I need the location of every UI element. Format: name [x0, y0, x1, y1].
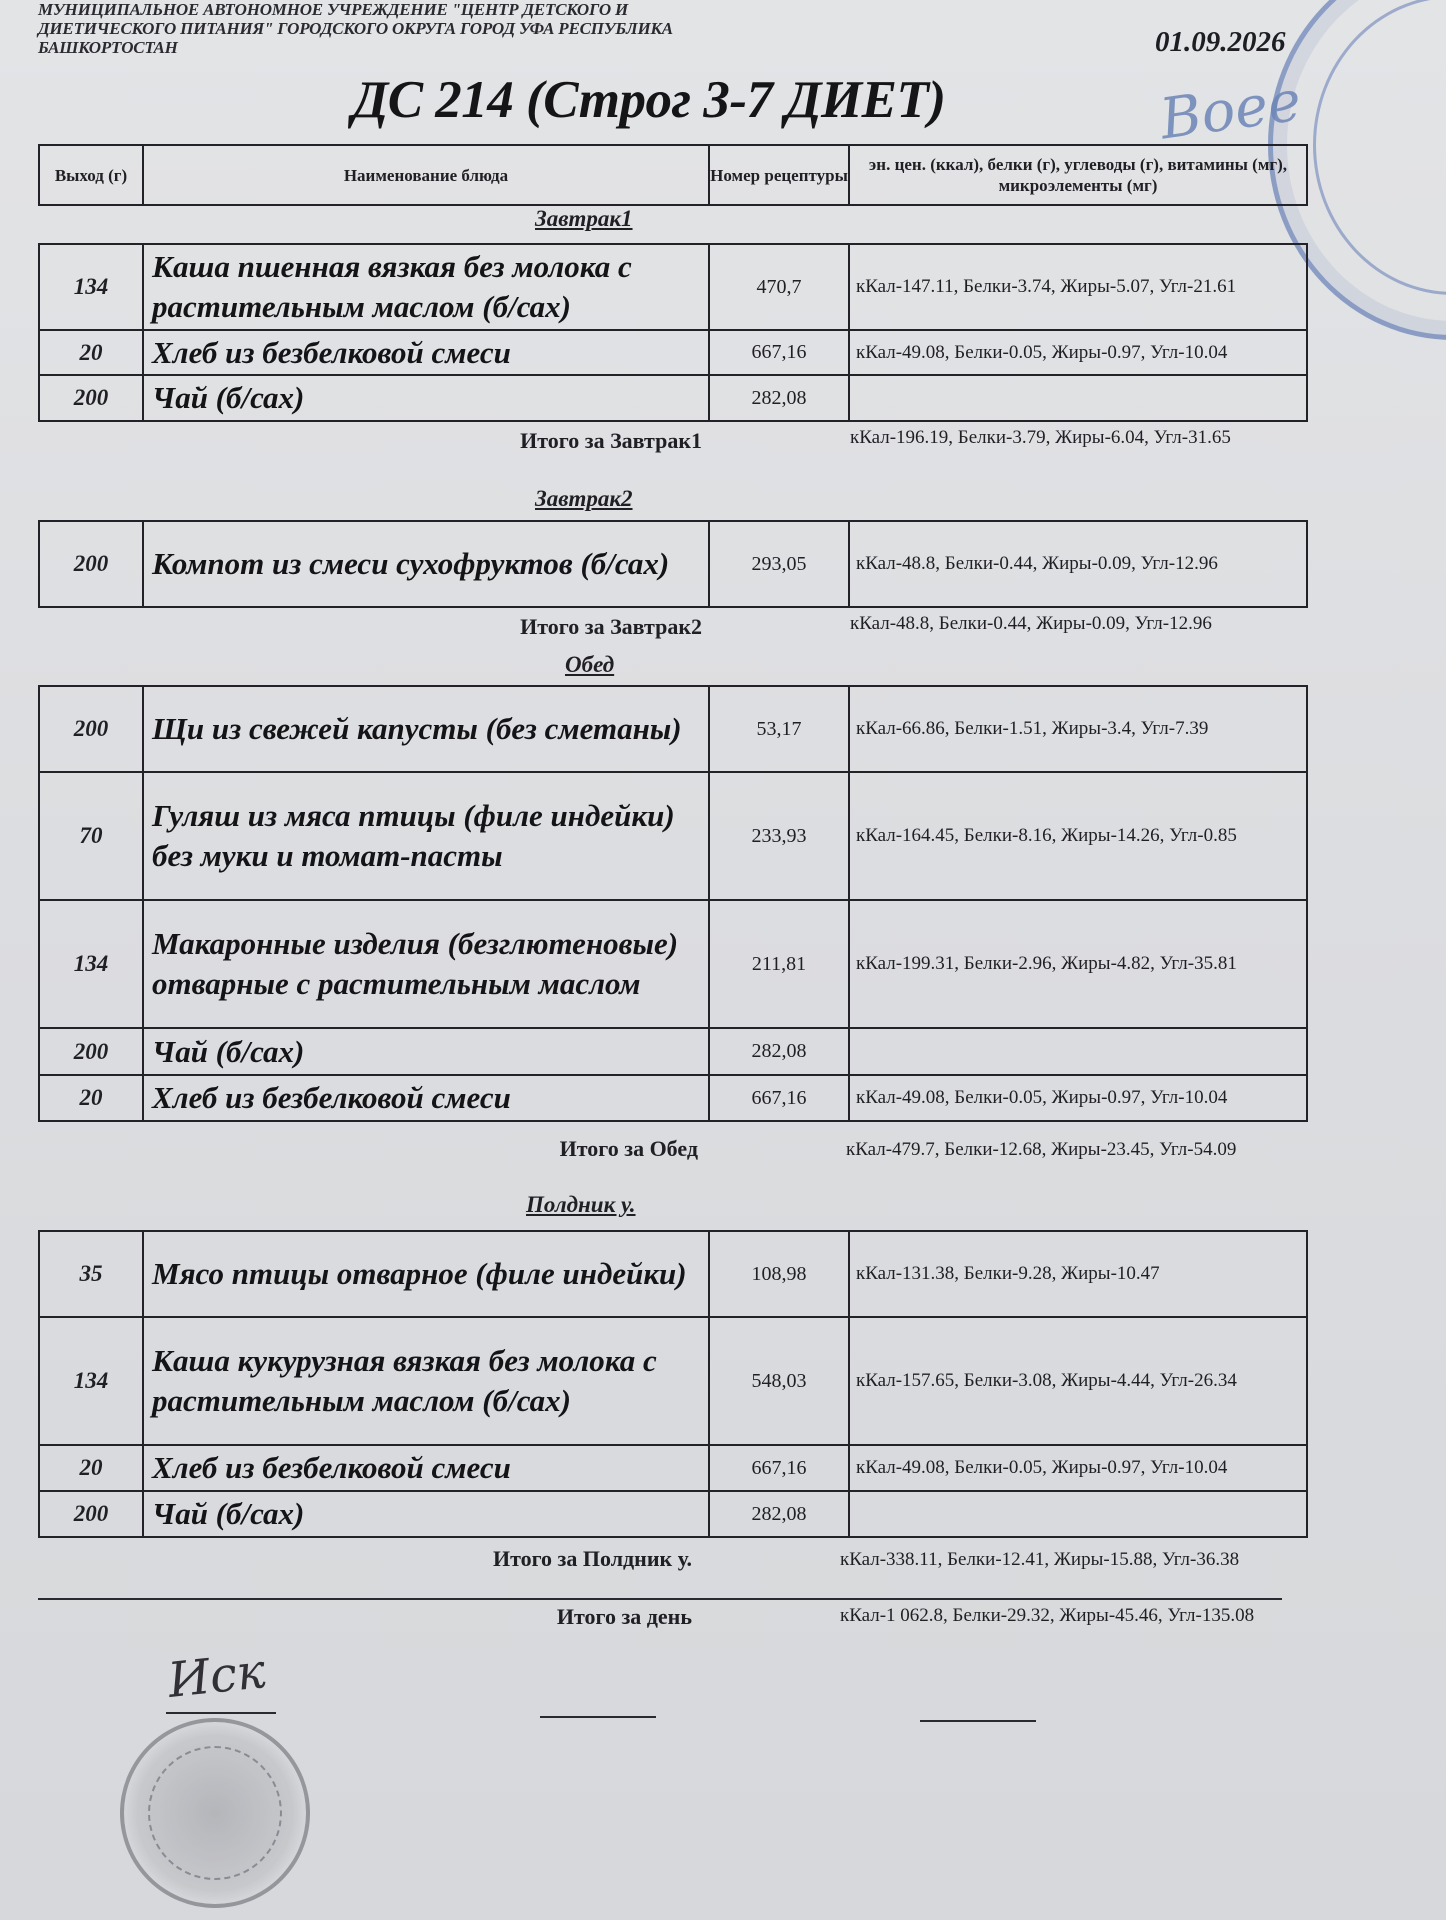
row-output: 20: [39, 330, 143, 375]
row-recipe-number: 282,08: [709, 1491, 849, 1537]
row-output: 134: [39, 244, 143, 330]
table-row: [39, 1317, 1307, 1445]
column-header-table: [38, 144, 1308, 206]
section-title-breakfast2: Завтрак2: [535, 486, 633, 511]
section-title-breakfast1: Завтрак1: [535, 206, 633, 231]
row-dish-name: Хлеб из безбелковой смеси: [143, 1445, 709, 1491]
table-row: [39, 521, 1307, 607]
table-row: [39, 1231, 1307, 1317]
row-output: 70: [39, 772, 143, 900]
table-row: [39, 1028, 1307, 1075]
row-recipe-number: 282,08: [709, 375, 849, 421]
row-output: 200: [39, 1491, 143, 1537]
section-title-lunch: Обед: [565, 652, 615, 677]
total-value-snack: кКал-338.11, Белки-12.41, Жиры-15.88, Угл-36.38: [840, 1549, 1240, 1570]
table-row: [39, 900, 1307, 1028]
row-dish-name: Мясо птицы отварное (филе индейки): [143, 1231, 709, 1317]
row-nutrition: кКал-157.65, Белки-3.08, Жиры-4.44, Угл-26.34: [849, 1317, 1307, 1445]
row-dish-name: Чай (б/сах): [143, 1491, 709, 1537]
signature-line-1: [166, 1712, 276, 1714]
row-recipe-number: 233,93: [709, 772, 849, 900]
row-recipe-number: 211,81: [709, 900, 849, 1028]
row-nutrition: [849, 1491, 1307, 1537]
row-nutrition: кКал-164.45, Белки-8.16, Жиры-14.26, Угл-0.85: [849, 772, 1307, 900]
total-label-lunch: Итого за Обед: [559, 1136, 698, 1161]
signature-bottom: Иск: [165, 1643, 269, 1709]
signature-line-2: [540, 1716, 656, 1718]
total-label-snack: Итого за Полдник у.: [492, 1546, 692, 1571]
row-nutrition: кКал-131.38, Белки-9.28, Жиры-10.47: [849, 1231, 1307, 1317]
col-header-recipe: Номер рецептуры: [709, 145, 849, 205]
row-recipe-number: 667,16: [709, 1075, 849, 1121]
section-title-snack: Полдник у.: [526, 1192, 636, 1217]
signature-top: Воее: [1156, 68, 1305, 153]
table-row: [39, 1445, 1307, 1491]
col-header-output: Выход (г): [39, 145, 143, 205]
signature-line-3: [920, 1720, 1036, 1722]
row-nutrition: кКал-49.08, Белки-0.05, Жиры-0.97, Угл-10.04: [849, 1445, 1307, 1491]
row-recipe-number: 282,08: [709, 1028, 849, 1075]
row-recipe-number: 293,05: [709, 521, 849, 607]
row-nutrition: кКал-66.86, Белки-1.51, Жиры-3.4, Угл-7.39: [849, 686, 1307, 772]
table-row: [39, 244, 1307, 330]
table-row: [39, 772, 1307, 900]
row-output: 200: [39, 375, 143, 421]
row-nutrition: кКал-48.8, Белки-0.44, Жиры-0.09, Угл-12.96: [849, 521, 1307, 607]
document-date: 01.09.2026: [1155, 26, 1286, 58]
document-title: ДС 214 (Строг 3-7 ДИЕТ): [352, 71, 946, 129]
total-value-lunch: кКал-479.7, Белки-12.68, Жиры-23.45, Угл-54.09: [846, 1139, 1237, 1160]
table-row: [39, 1075, 1307, 1121]
row-output: 200: [39, 521, 143, 607]
row-output: 134: [39, 900, 143, 1028]
row-output: 20: [39, 1445, 143, 1491]
row-output: 35: [39, 1231, 143, 1317]
table-row: [39, 330, 1307, 375]
col-header-name: Наименование блюда: [143, 145, 709, 205]
row-recipe-number: 667,16: [709, 330, 849, 375]
total-label-day: Итого за день: [556, 1604, 692, 1629]
row-dish-name: Компот из смеси сухофруктов (б/сах): [143, 521, 709, 607]
row-dish-name: Чай (б/сах): [143, 375, 709, 421]
row-output: 200: [39, 686, 143, 772]
row-output: 134: [39, 1317, 143, 1445]
organization-name: МУНИЦИПАЛЬНОЕ АВТОНОМНОЕ УЧРЕЖДЕНИЕ "ЦЕНТР ДЕТСКОГО И ДИЕТИЧЕСКОГО ПИТАНИЯ" ГОРОДСКОГО ОКРУГА ГОРОД УФА РЕСПУБЛИКА БАШКОРТОСТАН: [38, 0, 673, 57]
table-row: [39, 686, 1307, 772]
row-dish-name: Чай (б/сах): [143, 1028, 709, 1075]
row-nutrition: [849, 1028, 1307, 1075]
row-recipe-number: 53,17: [709, 686, 849, 772]
row-recipe-number: 548,03: [709, 1317, 849, 1445]
round-stamp-gray: [120, 1718, 310, 1908]
row-recipe-number: 470,7: [709, 244, 849, 330]
row-recipe-number: 667,16: [709, 1445, 849, 1491]
snack-table: [38, 1230, 1308, 1538]
row-nutrition: кКал-147.11, Белки-3.74, Жиры-5.07, Угл-21.61: [849, 244, 1307, 330]
lunch-table: [38, 685, 1308, 1122]
total-value-day: кКал-1 062.8, Белки-29.32, Жиры-45.46, Угл-135.08: [840, 1605, 1255, 1626]
total-value-breakfast2: кКал-48.8, Белки-0.44, Жиры-0.09, Угл-12.96: [850, 613, 1212, 634]
total-value-breakfast1: кКал-196.19, Белки-3.79, Жиры-6.04, Угл-31.65: [850, 427, 1231, 448]
row-dish-name: Щи из свежей капусты (без сметаны): [143, 686, 709, 772]
row-dish-name: Гуляш из мяса птицы (филе индейки) без муки и томат-пасты: [143, 772, 709, 900]
breakfast2-table: [38, 520, 1308, 608]
row-dish-name: Макаронные изделия (безглютеновые) отварные с растительным маслом: [143, 900, 709, 1028]
table-row: [39, 375, 1307, 421]
row-dish-name: Хлеб из безбелковой смеси: [143, 1075, 709, 1121]
row-dish-name: Хлеб из безбелковой смеси: [143, 330, 709, 375]
row-nutrition: кКал-49.08, Белки-0.05, Жиры-0.97, Угл-10.04: [849, 1075, 1307, 1121]
row-nutrition: кКал-49.08, Белки-0.05, Жиры-0.97, Угл-10.04: [849, 330, 1307, 375]
row-nutrition: [849, 375, 1307, 421]
total-label-breakfast2: Итого за Завтрак2: [520, 614, 702, 639]
row-recipe-number: 108,98: [709, 1231, 849, 1317]
row-dish-name: Каша кукурузная вязкая без молока с растительным маслом (б/сах): [143, 1317, 709, 1445]
divider-line: [38, 1598, 1282, 1600]
table-row: [39, 1491, 1307, 1537]
row-output: 200: [39, 1028, 143, 1075]
row-nutrition: кКал-199.31, Белки-2.96, Жиры-4.82, Угл-35.81: [849, 900, 1307, 1028]
row-dish-name: Каша пшенная вязкая без молока с растительным маслом (б/сах): [143, 244, 709, 330]
col-header-nutrition: эн. цен. (ккал), белки (г), углеводы (г), витамины (мг), микроэлементы (мг): [849, 145, 1307, 205]
total-label-breakfast1: Итого за Завтрак1: [520, 428, 702, 453]
breakfast1-table: [38, 243, 1308, 422]
row-output: 20: [39, 1075, 143, 1121]
